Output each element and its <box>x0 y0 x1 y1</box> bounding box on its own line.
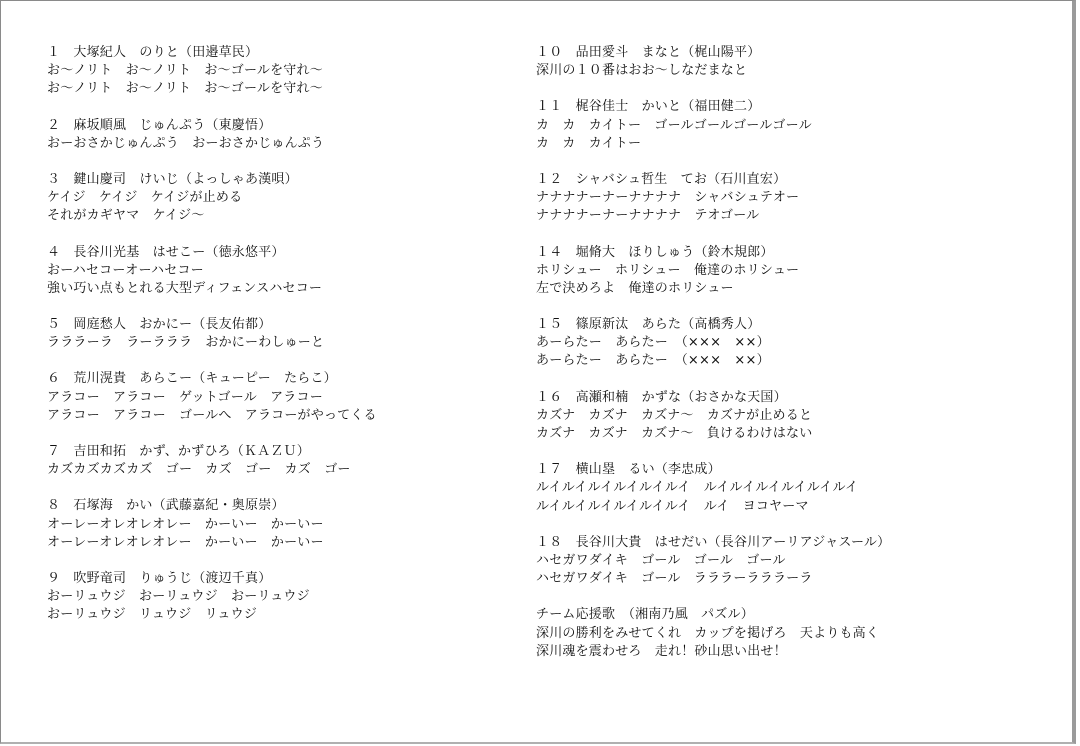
chant-heading: ８ 石塚海 かい（武藤嘉紀・奥原崇） <box>47 498 285 514</box>
chant-block <box>47 570 517 625</box>
chant-block <box>536 44 1056 80</box>
chant-block <box>47 117 517 153</box>
right-column <box>536 44 1056 679</box>
chant-heading: １ 大塚紀人 のりと（田邉草民） <box>47 45 259 60</box>
chant-line: おーリュウジ おーリュウジ おーリュウジ <box>47 589 310 605</box>
chant-block <box>536 606 1056 661</box>
chant-line: アラコー アラコー ゲットゴール アラコー <box>47 389 323 405</box>
chant-block <box>536 171 1056 226</box>
chant-line: おーハセコーオーハセコー <box>47 262 204 278</box>
chant-line: 左で決めろよ 俺達のホリシュー <box>536 280 734 296</box>
chant-block <box>47 244 517 299</box>
chant-line: アラコー アラコー ゴールへ アラコーがやってくる <box>47 407 377 423</box>
chant-line: 深川の勝利をみせてくれ カップを掲げろ 天よりも高く <box>536 625 880 641</box>
chant-heading: ２ 麻坂順風 じゅんぷう（東慶悟） <box>47 117 272 133</box>
chant-line: カ カ カイトー <box>536 135 642 151</box>
chant-heading: ７ 吉田和拓 かず、かずひろ（ＫＡＺＵ） <box>47 444 310 459</box>
chant-block <box>536 389 1056 444</box>
chant-block <box>536 316 1056 371</box>
left-column <box>47 44 517 643</box>
chant-line: 深川魂を震わせろ 走れ！砂山思い出せ！ <box>536 643 787 659</box>
chant-block <box>536 461 1056 516</box>
chant-line: カ カ カイトー ゴールゴールゴールゴール <box>536 117 812 133</box>
chant-heading: １４ 堀脩大 ほりしゅう（鈴木規郎） <box>536 244 774 260</box>
chant-line: ラララーラ ラーラララ おかにーわしゅーと <box>47 335 325 351</box>
chant-line: オーレーオレオレオレー かーいー かーいー <box>47 516 324 532</box>
chant-line: 深川の１０番はおお～しなだまなと <box>536 63 748 79</box>
chant-block <box>536 244 1056 299</box>
chant-heading: １７ 横山塁 るい（李忠成） <box>536 462 721 478</box>
chant-line: ナナナナーナーナナナナ シャバシュテオー <box>536 190 800 206</box>
chant-line: あーらたー あらたー （××× ××） <box>536 353 770 369</box>
chant-line: 強い巧い点もとれる大型ディフェンスハセコー <box>47 280 323 296</box>
chant-heading: ４ 長谷川光基 はせこー（徳永悠平） <box>47 244 285 260</box>
chant-line: ルイルイルイルイルイルイ ルイルイルイルイルイルイ <box>536 480 859 496</box>
chant-heading: ３ 鍵山慶司 けいじ（よっしゃあ漢唄） <box>47 171 298 187</box>
chant-block <box>47 171 517 226</box>
chant-line: カズナ カズナ カズナ～ 負けるわけはない <box>536 426 813 441</box>
chant-block <box>47 370 517 425</box>
chant-line: お～ノリト お～ノリト お～ゴールを守れ～ <box>47 63 323 79</box>
chant-heading: チーム応援歌 （湘南乃風 パズル） <box>536 607 754 623</box>
chant-line: ルイルイルイルイルイルイ ルイ ヨコヤーマ <box>536 498 809 514</box>
chant-line: カズナ カズナ カズナ～ カズナが止めると <box>536 407 813 423</box>
chant-heading: ６ 荒川滉貴 あらこー（キューピー たらこ） <box>47 371 337 387</box>
chant-heading: １０ 品田愛斗 まなと（梶山陽平） <box>536 45 761 60</box>
chant-heading: ９ 吹野竜司 りゅうじ（渡辺千真） <box>47 570 272 586</box>
chant-line: それがカギヤマ ケイジ～ <box>47 208 205 224</box>
chant-line: あーらたー あらたー （××× ××） <box>536 335 770 351</box>
chant-heading: １５ 篠原新汰 あらた（高橋秀人） <box>536 317 761 333</box>
chant-heading: １２ シャバシュ哲生 てお（石川直宏） <box>536 171 787 187</box>
chant-line: ケイジ ケイジ ケイジが止める <box>47 190 243 206</box>
chant-line: ホリシュー ホリシュー 俺達のホリシュー <box>536 262 800 278</box>
chant-line: おーおさかじゅんぷう おーおさかじゅんぷう <box>47 135 325 151</box>
chant-block <box>47 44 517 99</box>
chant-heading: １８ 長谷川大貴 はせだい（長谷川アーリアジャスール） <box>536 534 891 550</box>
chant-block <box>536 534 1056 589</box>
chant-line: ナナナナーナーナナナナ テオゴール <box>536 208 760 224</box>
chant-block <box>47 443 517 479</box>
chant-line: カズカズカズカズ ゴー カズ ゴー カズ ゴー <box>47 462 351 478</box>
chant-heading: １６ 高瀬和楠 かずな（おさかな天国） <box>536 389 787 405</box>
chant-block <box>47 497 517 552</box>
chant-line: ハセガワダイキ ゴール ラララーラララーラ <box>536 571 813 587</box>
chant-line: ハセガワダイキ ゴール ゴール ゴール <box>536 552 786 568</box>
chant-line: おーリュウジ リュウジ リュウジ <box>47 607 258 623</box>
chant-block <box>536 98 1056 153</box>
chant-block <box>47 316 517 352</box>
chant-heading: ５ 岡庭愁人 おかにー（長友佑都） <box>47 317 272 333</box>
chant-line: オーレーオレオレオレー かーいー かーいー <box>47 534 324 550</box>
chant-line: お～ノリト お～ノリト お～ゴールを守れ～ <box>47 81 323 97</box>
chant-heading: １１ 梶谷佳士 かいと（福田健二） <box>536 99 761 115</box>
